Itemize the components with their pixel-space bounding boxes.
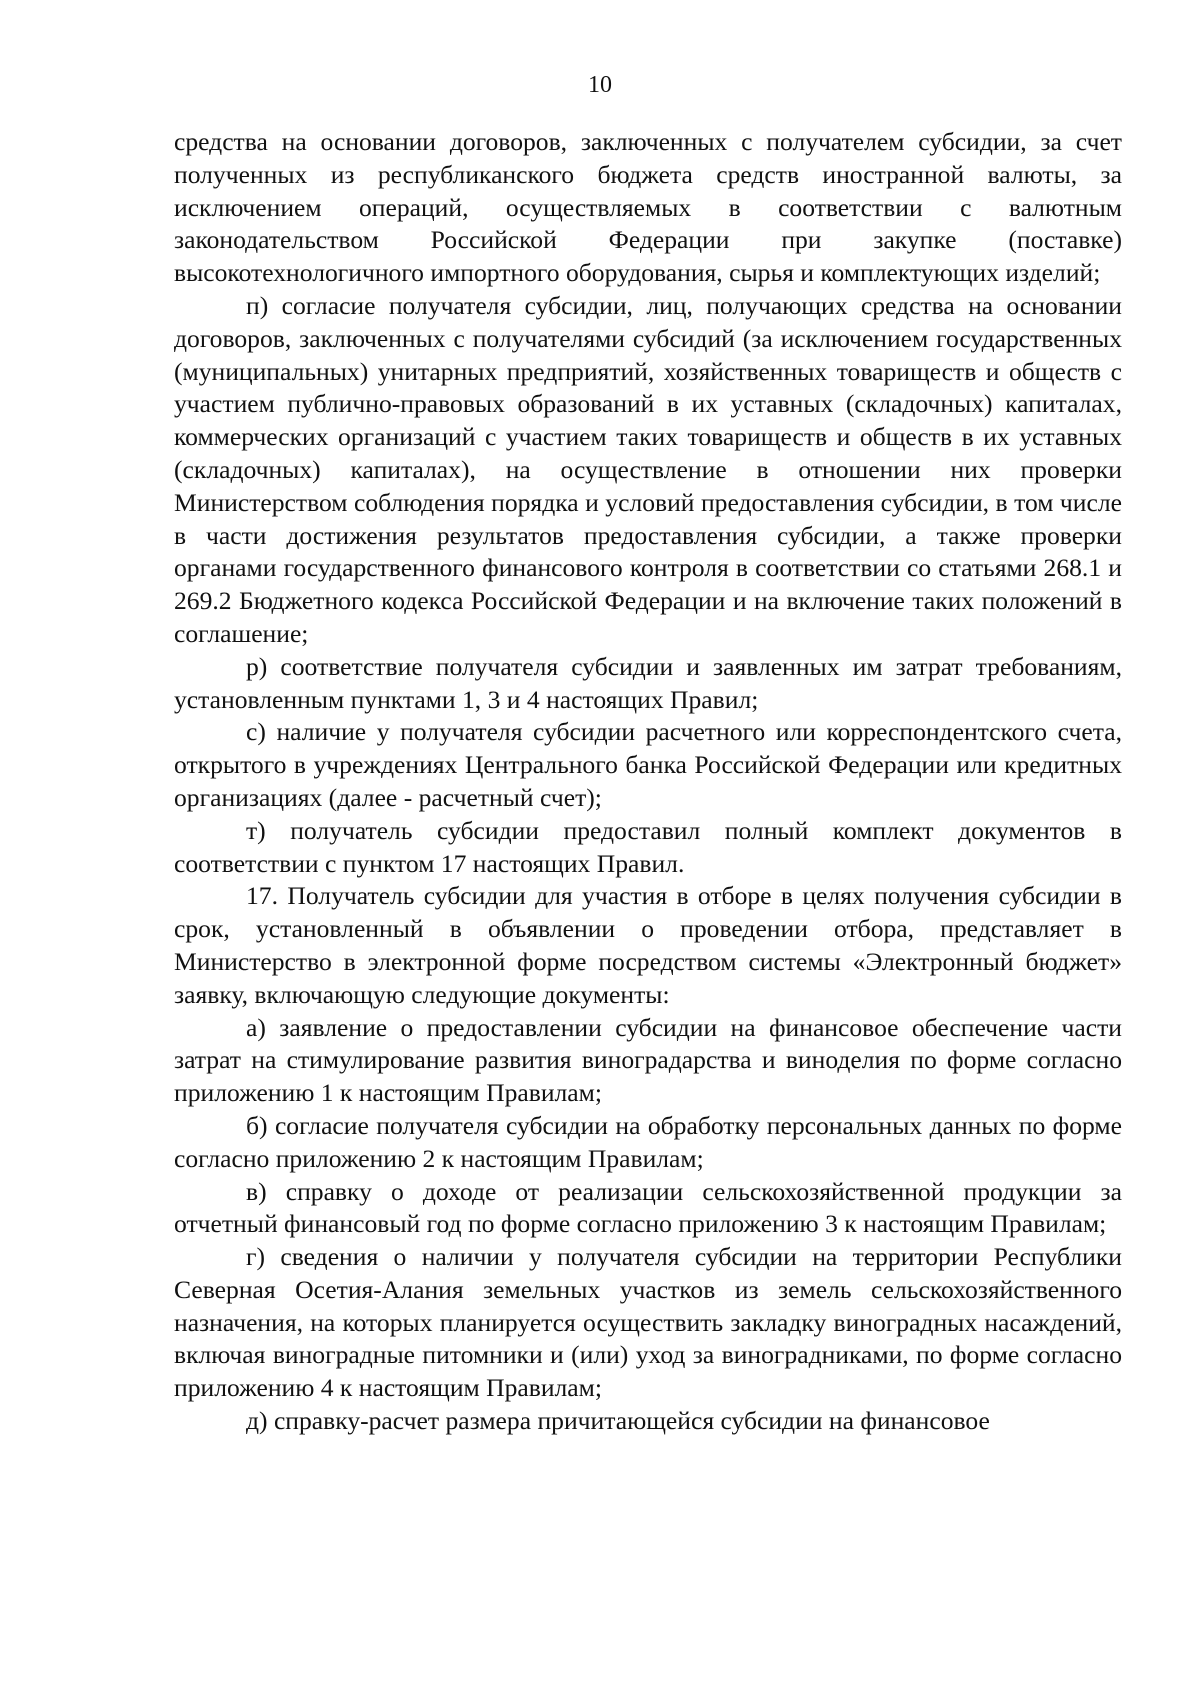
paragraph-item-v: в) справку о доходе от реализации сельскохозяйственной продукции за отчетный финансовый год по форме согласно приложению 3 к настоящим Правилам; xyxy=(174,1176,1122,1239)
paragraph-item-s: с) наличие у получателя субсидии расчетного или корреспондентского счета, открытого в учреждениях Центрального банка Российской Федерации или кредитных организациях (далее - расчетный счет); xyxy=(174,717,1122,812)
paragraph-item-t: т) получатель субсидии предоставил полный комплект документов в соответствии с пунктом 17 настоящих Правил. xyxy=(174,815,1122,878)
paragraph-section-17: 17. Получатель субсидии для участия в отборе в целях получения субсидии в срок, установленный в объявлении о проведении отбора, представляет в Министерство в электронной форме посредством системы «Электронный бюджет» заявку, включающую следующие документы: xyxy=(174,881,1122,1009)
document-body xyxy=(174,126,1122,1438)
paragraph-item-a: а) заявление о предоставлении субсидии на финансовое обеспечение части затрат на стимулирование развития виноградарства и виноделия по форме согласно приложению 1 к настоящим Правилам; xyxy=(174,1012,1122,1108)
paragraph-item-d: д) справку-расчет размера причитающейся субсидии на финансовое xyxy=(246,1406,990,1436)
page-number: 10 xyxy=(588,72,612,98)
paragraph-item-b: б) согласие получателя субсидии на обработку персональных данных по форме согласно приложению 2 к настоящим Правилам; xyxy=(174,1110,1122,1173)
paragraph-item-r: р) соответствие получателя субсидии и заявленных им затрат требованиям, установленным пунктами 1, 3 и 4 настоящих Правил; xyxy=(174,651,1122,714)
paragraph-item-p: п) согласие получателя субсидии, лиц, получающих средства на основании договоров, заключенных с получателями субсидий (за исключением государственных (муниципальных) унитарных предприятий, хозяйственных товариществ и обществ с участием публично-правовых образований в их уставных (складочных) капиталах, коммерческих организаций с участием таких товариществ и обществ в их уставных (складочных) капиталах), на осуществление в отношении них проверки Министерством соблюдения порядка и условий предоставления субсидии, в том числе в части достижения результатов предоставления субсидии, а также проверки органами государственного финансового контроля в соответствии со статьями 268.1 и 269.2 Бюджетного кодекса Российской Федерации и на включение таких положений в соглашение; xyxy=(174,290,1122,648)
paragraph-continuation: средства на основании договоров, заключенных с получателем субсидии, за счет полученных из республиканского бюджета средств иностранной валюты, за исключением операций, осуществляемых в соответствии с валютным законодательством Российской Федерации при закупке (поставке) высокотехнологичного импортного оборудования, сырья и комплектующих изделий; xyxy=(174,127,1122,288)
paragraph-item-g: г) сведения о наличии у получателя субсидии на территории Республики Северная Осетия-Алания земельных участков из земель сельскохозяйственного назначения, на которых планируется осуществить закладку виноградных насаждений, включая виноградные питомники и (или) уход за виноградниками, по форме согласно приложению 4 к настоящим Правилам; xyxy=(174,1242,1122,1403)
